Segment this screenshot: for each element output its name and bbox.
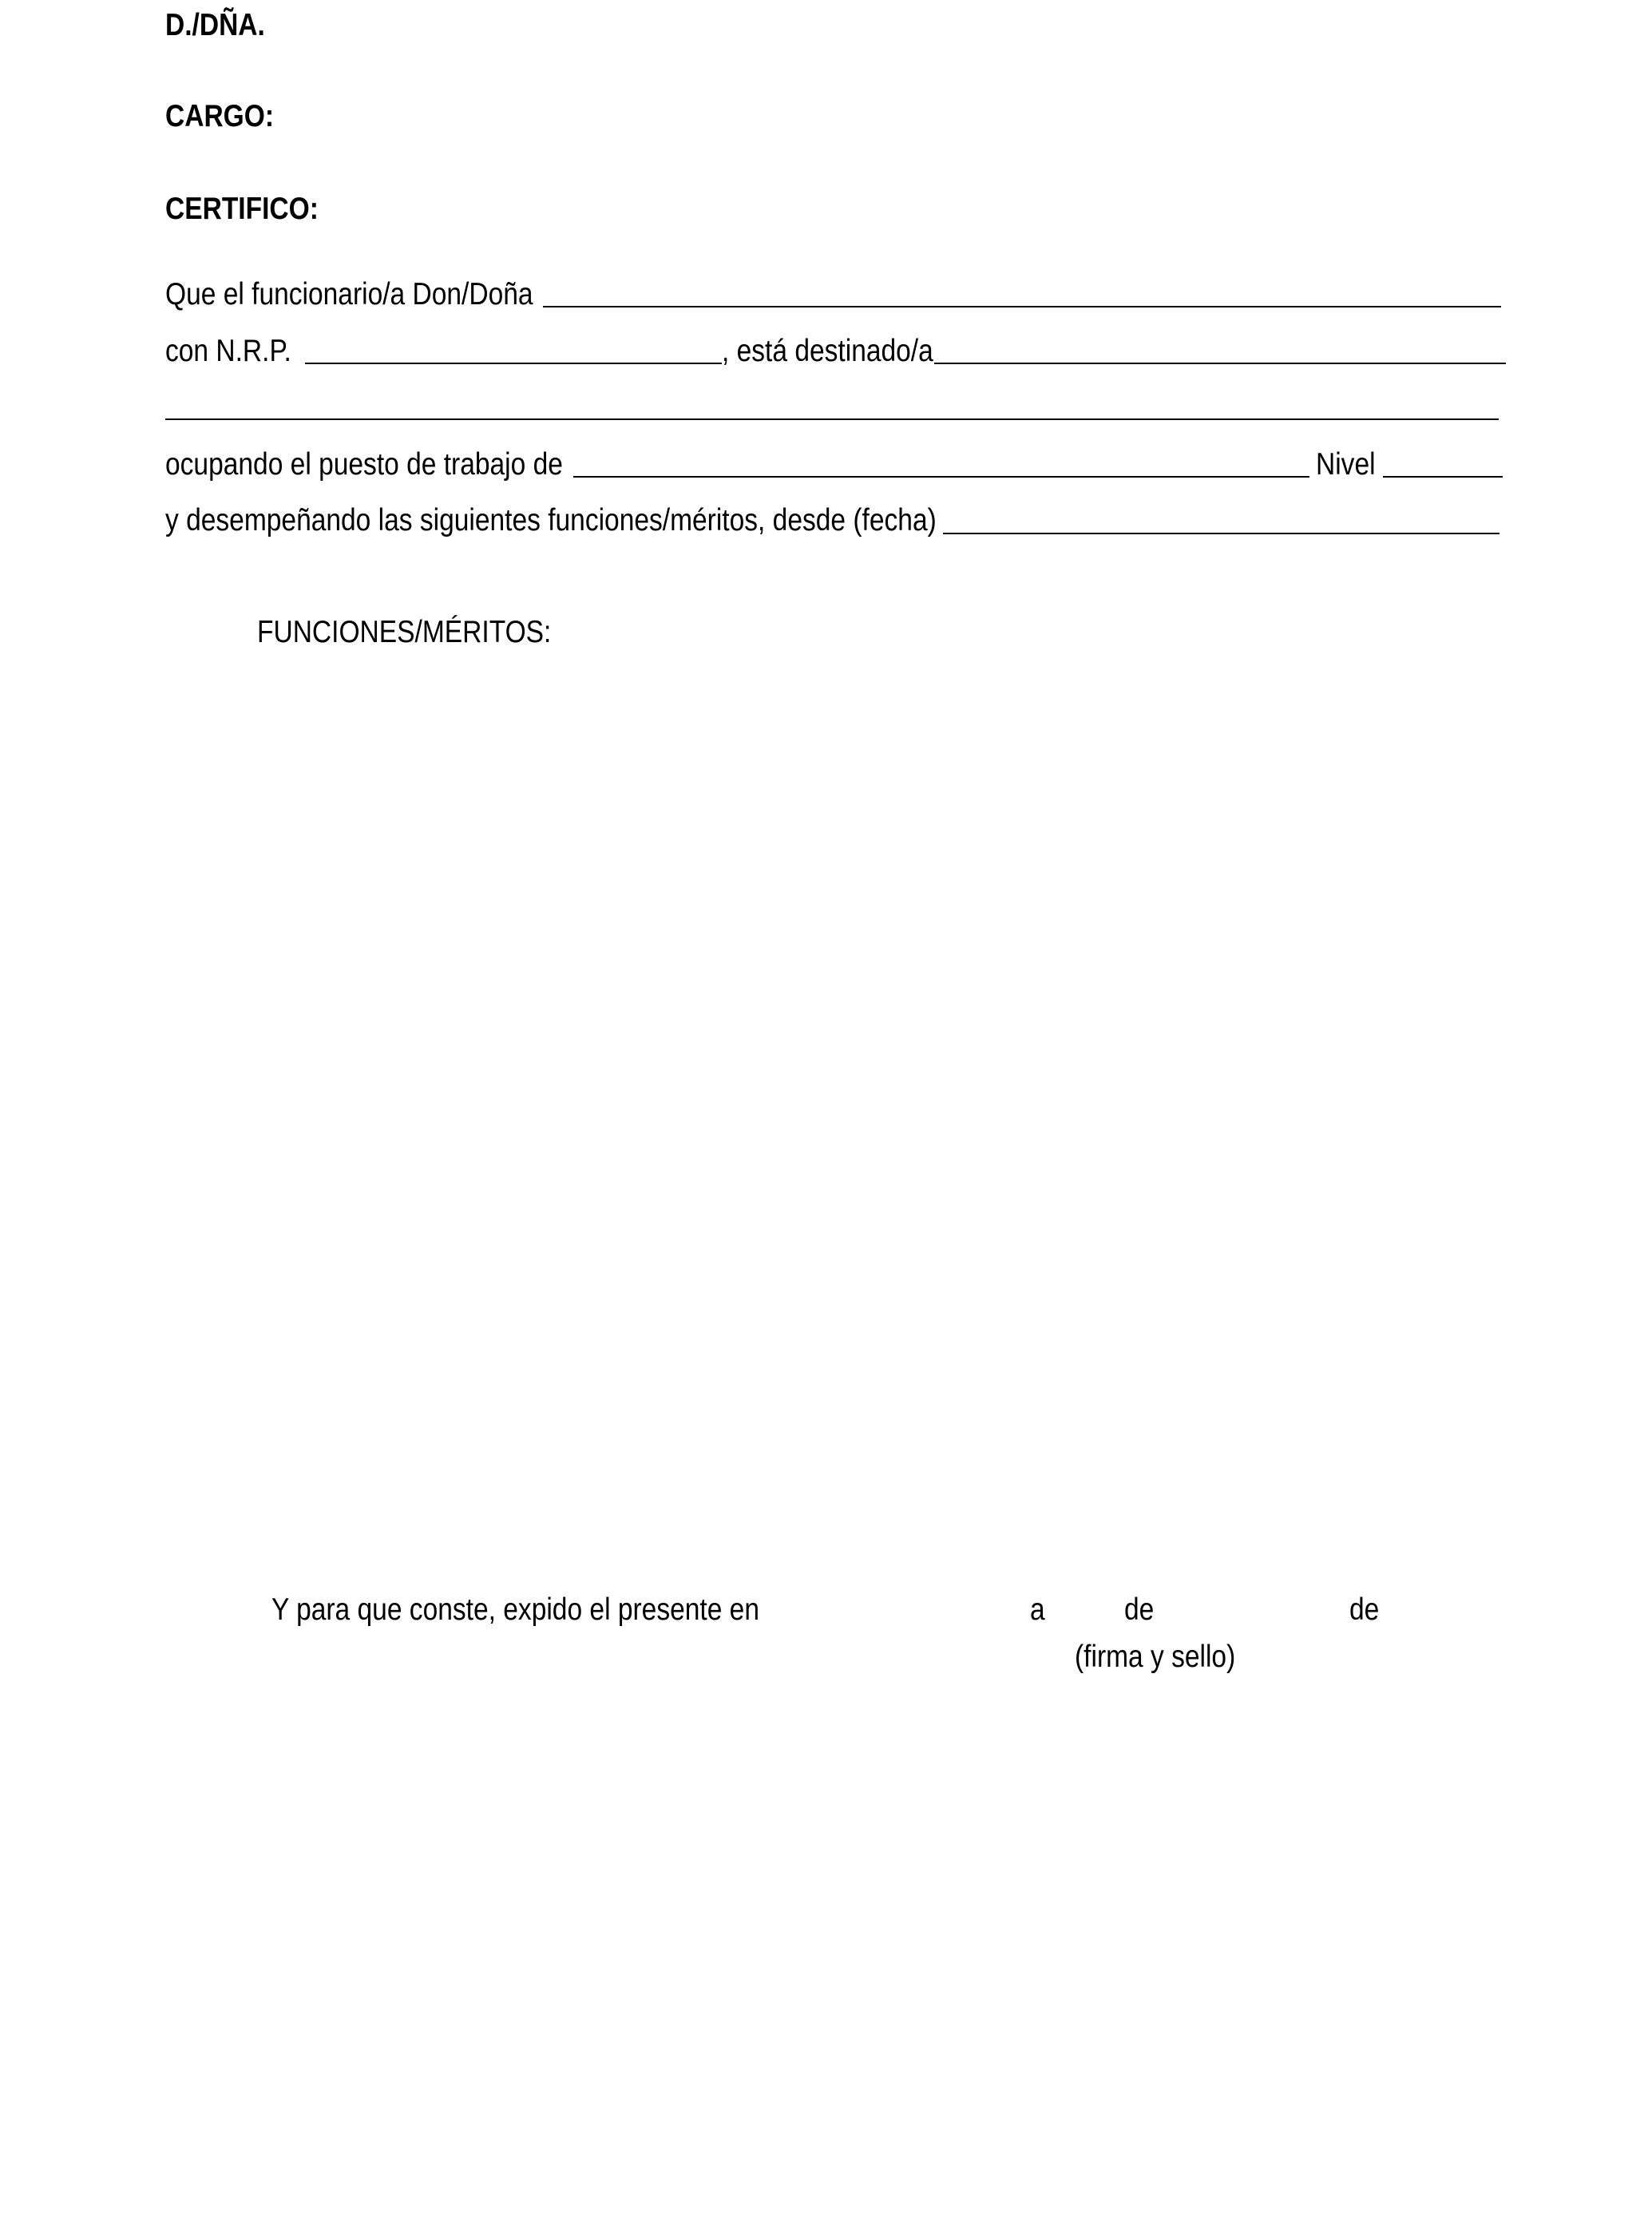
closing-text: Y para que conste, expido el presente en <box>271 1592 760 1627</box>
fecha-field[interactable] <box>943 533 1499 534</box>
destinado-label: , está destinado/a <box>722 334 933 368</box>
nrp-field[interactable] <box>305 363 722 364</box>
fecha-label: y desempeñando las siguientes funciones/méritos, desde (fecha) <box>165 503 937 537</box>
funcionario-name-field[interactable] <box>543 306 1501 307</box>
destinado-continuation-field[interactable] <box>165 418 1499 420</box>
destinado-field[interactable] <box>934 363 1506 364</box>
nivel-label: Nivel <box>1316 447 1376 482</box>
closing-de-day: de <box>1124 1592 1155 1627</box>
funcionario-label: Que el funcionario/a Don/Doña <box>165 277 533 311</box>
nivel-field[interactable] <box>1383 476 1503 478</box>
funciones-heading: FUNCIONES/MÉRITOS: <box>257 615 552 649</box>
cargo-label: CARGO: <box>165 99 275 133</box>
nrp-label: con N.R.P. <box>165 334 291 368</box>
puesto-field[interactable] <box>573 476 1309 478</box>
firma-sello-label: (firma y sello) <box>1075 1640 1236 1674</box>
puesto-label: ocupando el puesto de trabajo de <box>165 447 563 482</box>
dona-label: D./DÑA. <box>165 8 265 42</box>
closing-de-year: de <box>1349 1592 1380 1627</box>
closing-a: a <box>1030 1592 1045 1627</box>
certifico-label: CERTIFICO: <box>165 192 319 226</box>
